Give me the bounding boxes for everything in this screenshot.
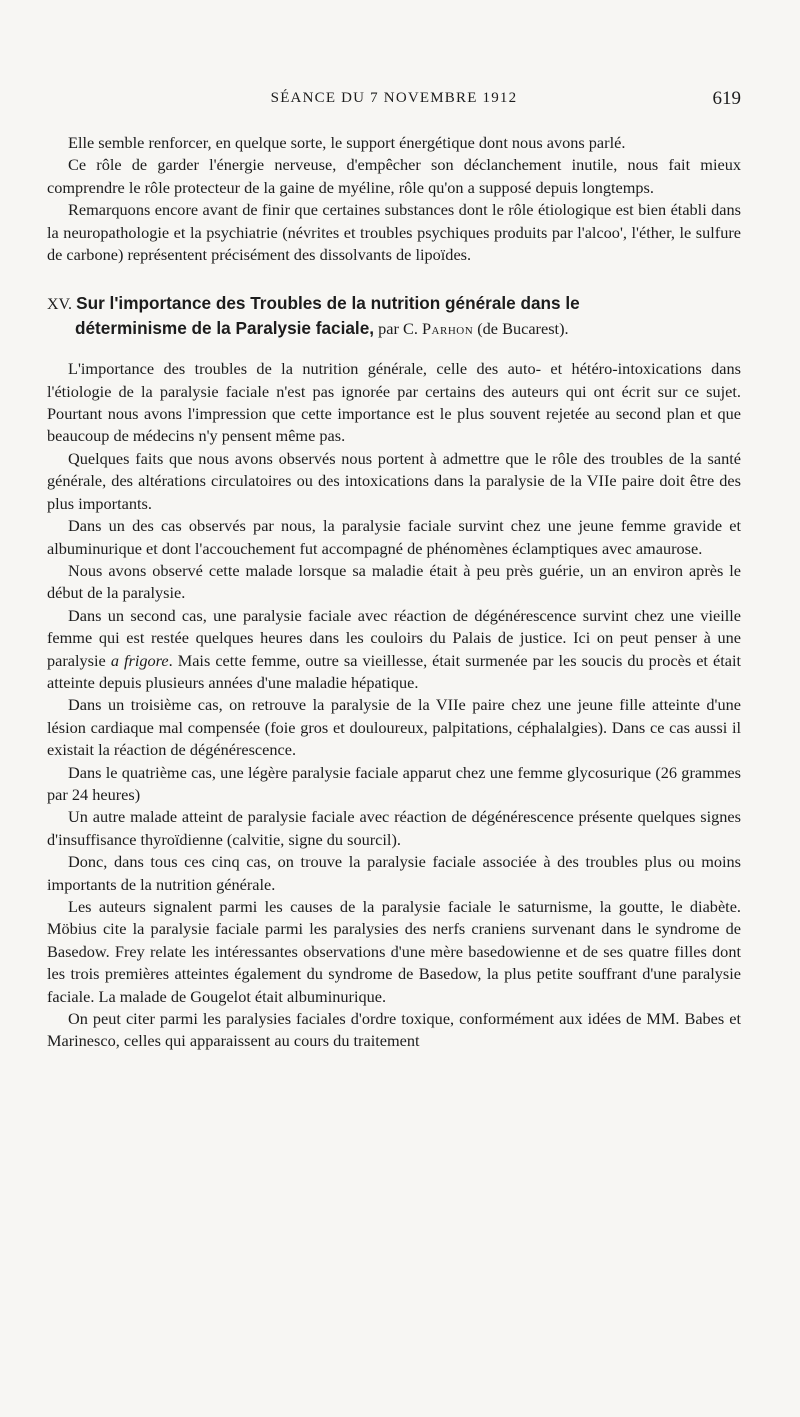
running-title: SÉANCE DU 7 NOVEMBRE 1912 [270,90,518,106]
paragraph: Dans un troisième cas, on retrouve la paralysie de la VIIe paire chez une jeune fille atteinte d'une lésion cardiaque mal compensée (foie gros et douloureux, palpitations, céphalalgies). Dans ce cas aussi il existait la réaction de dégénérescence. [47,695,741,760]
paragraph: Quelques faits que nous avons observés nous portent à admettre que le rôle des troubles de la santé générale, des altérations circulatoires ou des intoxications dans la paralysie de la VIIe paire doit être des plus importants. [47,448,741,513]
section-title-line2-wrap [47,317,741,340]
paragraph: Ce rôle de garder l'énergie nerveuse, d'empêcher son déclanchement inutile, nous fait mieux comprendre le rôle protecteur de la gaine de myéline, rôle qu'on a supposé depuis longtemps. [47,155,741,197]
paragraph: Un autre malade atteint de paralysie faciale avec réaction de dégénérescence présente quelques signes d'insuffisance thyroïdienne (calvitie, signe du sourcil). [47,807,741,849]
page [47,88,741,1053]
article-body [47,132,741,1053]
paragraph: Dans le quatrième cas, une légère paralysie faciale apparut chez une femme glycosurique (26 grammes par 24 heures) [47,762,741,804]
section-title-line1: Sur l'importance des Troubles de la nutrition générale dans le [76,293,580,314]
section-heading [47,292,741,340]
paragraph: On peut citer parmi les paralysies faciales d'ordre toxique, conformément aux idées de MM. Babes et Marinesco, celles qui apparaissent au cours du traitement [47,1009,741,1051]
paragraph: Donc, dans tous ces cinq cas, on trouve la paralysie faciale associée à des troubles plus ou moins importants de la nutrition générale. [47,852,741,894]
section-title-line2: déterminisme de la Paralysie faciale, [75,317,375,338]
paragraph: Elle semble renforcer, en quelque sorte, le support énergétique dont nous avons parlé. [68,133,626,152]
section-by: par C. [378,318,418,338]
page-number: 619 [712,88,741,109]
paragraph: Les auteurs signalent parmi les causes de la paralysie faciale le saturnisme, la goutte, le diabète. Möbius cite la paralysie faciale parmi les paralysies des nerfs craniens survenant dans le syndrome de Basedow. Frey relate les intéressantes observations d'une mère basedowienne et de ses quatre filles dont les trois premières atteintes également du syndrome de Basedow, la plus petite souffrant d'une paralysie faciale. La malade de Gougelot était albuminurique. [47,897,741,1006]
paragraph: Remarquons encore avant de finir que certaines substances dont le rôle étiologique est bien établi dans la neuropathologie et la psychiatrie (névrites et troubles psychiques produits par l'alcoo', l'éther, le sulfure de carbone) représentent précisément des dissolvants de lipoïdes. [47,200,741,265]
section-place: (de Bucarest). [477,318,569,338]
section-number: XV. [47,296,73,314]
paragraph: L'importance des troubles de la nutrition générale, celle des auto- et hétéro-intoxications dans l'étiologie de la paralysie faciale n'est pas ignorée par certains des auteurs qui ont écrit sur ce sujet. Pourtant nous avons l'impression que cette importance est le plus souvent rejetée au second plan et que beaucoup de médecins n'y pensent même pas. [47,359,741,446]
paragraph: Nous avons observé cette malade lorsque sa maladie était à peu près guérie, un an environ après le début de la paralysie. [47,560,741,603]
paragraph: Dans un des cas observés par nous, la paralysie faciale survint chez une jeune femme gravide et albuminurique et dont l'accouchement fut accompagné de phénomènes éclamptiques avec amaurose. [47,516,741,558]
paragraph-palais [47,605,741,695]
italic-term: a frigore [110,650,169,670]
section-author: Parhon [422,318,474,338]
text: . Mais cette femme, outre sa vieillesse, était surmenée par les soucis du procès et était atteinte depuis plusieurs années d'une maladie hépatique. [47,650,742,692]
running-header [47,88,741,118]
text: Dans un second cas, une paralysie faciale avec réaction de dégénérescence survint chez une vieille femme qui est restée quelques heures dans les couloirs du Palais de justice. Ici on peut penser à une paralysie [47,605,741,670]
